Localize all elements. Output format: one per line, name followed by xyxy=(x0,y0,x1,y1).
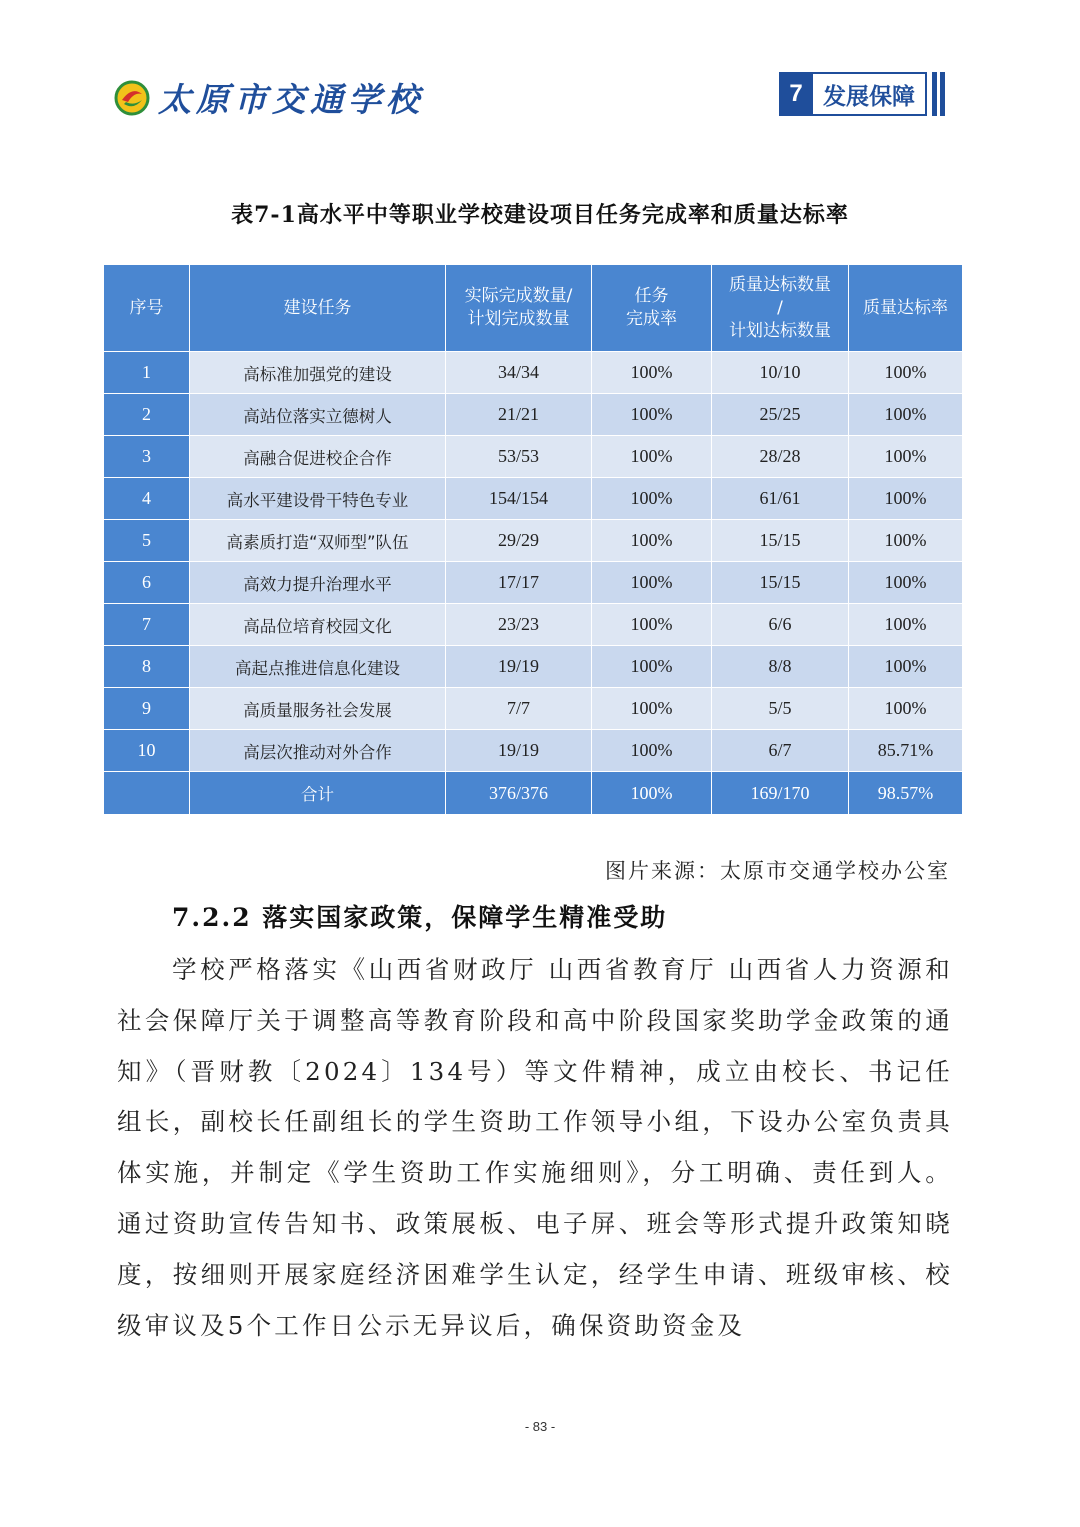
cell-quality: 169/170 xyxy=(712,772,849,815)
cell-rate: 100% xyxy=(592,436,712,478)
table-row xyxy=(104,352,963,394)
chapter-title: 发展保障 xyxy=(813,72,927,116)
cell-quality: 15/15 xyxy=(712,520,849,562)
cell-rate: 100% xyxy=(592,772,712,815)
cell-task: 高起点推进信息化建设 xyxy=(190,646,446,688)
cell-no: 7 xyxy=(104,604,190,646)
cell-quality-rate: 100% xyxy=(849,352,963,394)
cell-no: 3 xyxy=(104,436,190,478)
table-row xyxy=(104,478,963,520)
cell-quality-rate: 100% xyxy=(849,646,963,688)
table-row xyxy=(104,730,963,772)
cell-quality-rate: 100% xyxy=(849,562,963,604)
cell-quality-rate: 100% xyxy=(849,520,963,562)
cell-actual: 19/19 xyxy=(446,730,592,772)
cell-quality: 25/25 xyxy=(712,394,849,436)
cell-no: 4 xyxy=(104,478,190,520)
cell-actual: 376/376 xyxy=(446,772,592,815)
cell-quality-rate: 100% xyxy=(849,478,963,520)
cell-task: 高站位落实立德树人 xyxy=(190,394,446,436)
table-title: 表7-1高水平中等职业学校建设项目任务完成率和质量达标率 xyxy=(231,202,849,228)
cell-no: 6 xyxy=(104,562,190,604)
table-row xyxy=(104,520,963,562)
page-number: - 83 - xyxy=(524,1419,556,1434)
cell-actual: 17/17 xyxy=(446,562,592,604)
cell-no: 10 xyxy=(104,730,190,772)
cell-quality-rate: 98.57% xyxy=(849,772,963,815)
cell-rate: 100% xyxy=(592,562,712,604)
task-completion-table xyxy=(103,264,963,815)
chapter-decor-bar xyxy=(932,72,937,116)
cell-no: 9 xyxy=(104,688,190,730)
cell-task: 高品位培育校园文化 xyxy=(190,604,446,646)
cell-quality: 15/15 xyxy=(712,562,849,604)
cell-quality-rate: 100% xyxy=(849,688,963,730)
table-row xyxy=(104,604,963,646)
cell-actual: 53/53 xyxy=(446,436,592,478)
table-header-row xyxy=(104,265,963,352)
header-quality: 质量达标数量 / 计划达标数量 xyxy=(712,265,849,352)
cell-quality: 6/7 xyxy=(712,730,849,772)
cell-rate: 100% xyxy=(592,646,712,688)
cell-quality: 28/28 xyxy=(712,436,849,478)
cell-task: 高层次推动对外合作 xyxy=(190,730,446,772)
header-rate: 任务 完成率 xyxy=(592,265,712,352)
cell-rate: 100% xyxy=(592,520,712,562)
header-actual: 实际完成数量/ 计划完成数量 xyxy=(446,265,592,352)
cell-quality-rate: 100% xyxy=(849,436,963,478)
cell-actual: 29/29 xyxy=(446,520,592,562)
cell-quality-rate: 100% xyxy=(849,604,963,646)
chapter-badge xyxy=(779,72,945,116)
body-paragraph: 学校严格落实《山西省财政厅 山西省教育厅 山西省人力资源和社会保障厅关于调整高等教育阶段和高中阶段国家奖助学金政策的通知》（晋财教〔2024〕134号）等文件精神，成立由校长、书记任组长，副校长任副组长的学生资助工作领导小组，下设办公室负责具体实施，并制定《学生资助工作实施细则》，分工明确、责任到人。通过资助宣传告知书、政策展板、电子屏、班会等形式提升政策知晓度，按细则开展家庭经济困难学生认定，经学生申请、班级审核、校级审议及5个工作日公示无异议后，确保资助资金及 xyxy=(117,955,953,1340)
table-row xyxy=(104,646,963,688)
cell-quality: 6/6 xyxy=(712,604,849,646)
table-row xyxy=(104,394,963,436)
cell-no: 8 xyxy=(104,646,190,688)
cell-actual: 23/23 xyxy=(446,604,592,646)
table-row xyxy=(104,436,963,478)
header-task: 建设任务 xyxy=(190,265,446,352)
cell-rate: 100% xyxy=(592,352,712,394)
cell-quality-rate: 100% xyxy=(849,394,963,436)
cell-quality-rate: 85.71% xyxy=(849,730,963,772)
table-total-row xyxy=(104,772,963,815)
cell-actual: 7/7 xyxy=(446,688,592,730)
cell-task: 高融合促进校企合作 xyxy=(190,436,446,478)
cell-task: 高水平建设骨干特色专业 xyxy=(190,478,446,520)
cell-rate: 100% xyxy=(592,604,712,646)
table-row xyxy=(104,688,963,730)
table-row xyxy=(104,562,963,604)
cell-task: 高标准加强党的建设 xyxy=(190,352,446,394)
school-emblem-icon xyxy=(114,80,150,116)
section-heading: 7.2.2 落实国家政策，保障学生精准受助 xyxy=(172,903,668,932)
cell-actual: 34/34 xyxy=(446,352,592,394)
header-quality-rate: 质量达标率 xyxy=(849,265,963,352)
cell-no xyxy=(104,772,190,815)
cell-quality: 61/61 xyxy=(712,478,849,520)
cell-rate: 100% xyxy=(592,730,712,772)
cell-rate: 100% xyxy=(592,394,712,436)
cell-task: 高效力提升治理水平 xyxy=(190,562,446,604)
cell-rate: 100% xyxy=(592,478,712,520)
cell-quality: 10/10 xyxy=(712,352,849,394)
cell-task: 高素质打造“双师型”队伍 xyxy=(190,520,446,562)
cell-task: 高质量服务社会发展 xyxy=(190,688,446,730)
cell-quality: 8/8 xyxy=(712,646,849,688)
image-source-caption: 图片来源：太原市交通学校办公室 xyxy=(605,859,950,883)
cell-actual: 21/21 xyxy=(446,394,592,436)
cell-actual: 19/19 xyxy=(446,646,592,688)
chapter-decor-bar xyxy=(940,72,945,116)
cell-total-label: 合计 xyxy=(190,772,446,815)
cell-no: 1 xyxy=(104,352,190,394)
cell-rate: 100% xyxy=(592,688,712,730)
header-no: 序号 xyxy=(104,265,190,352)
cell-no: 5 xyxy=(104,520,190,562)
cell-quality: 5/5 xyxy=(712,688,849,730)
school-logo xyxy=(114,74,424,121)
school-name: 太原市交通学校 xyxy=(158,80,424,119)
cell-actual: 154/154 xyxy=(446,478,592,520)
chapter-number: 7 xyxy=(779,72,813,116)
cell-no: 2 xyxy=(104,394,190,436)
